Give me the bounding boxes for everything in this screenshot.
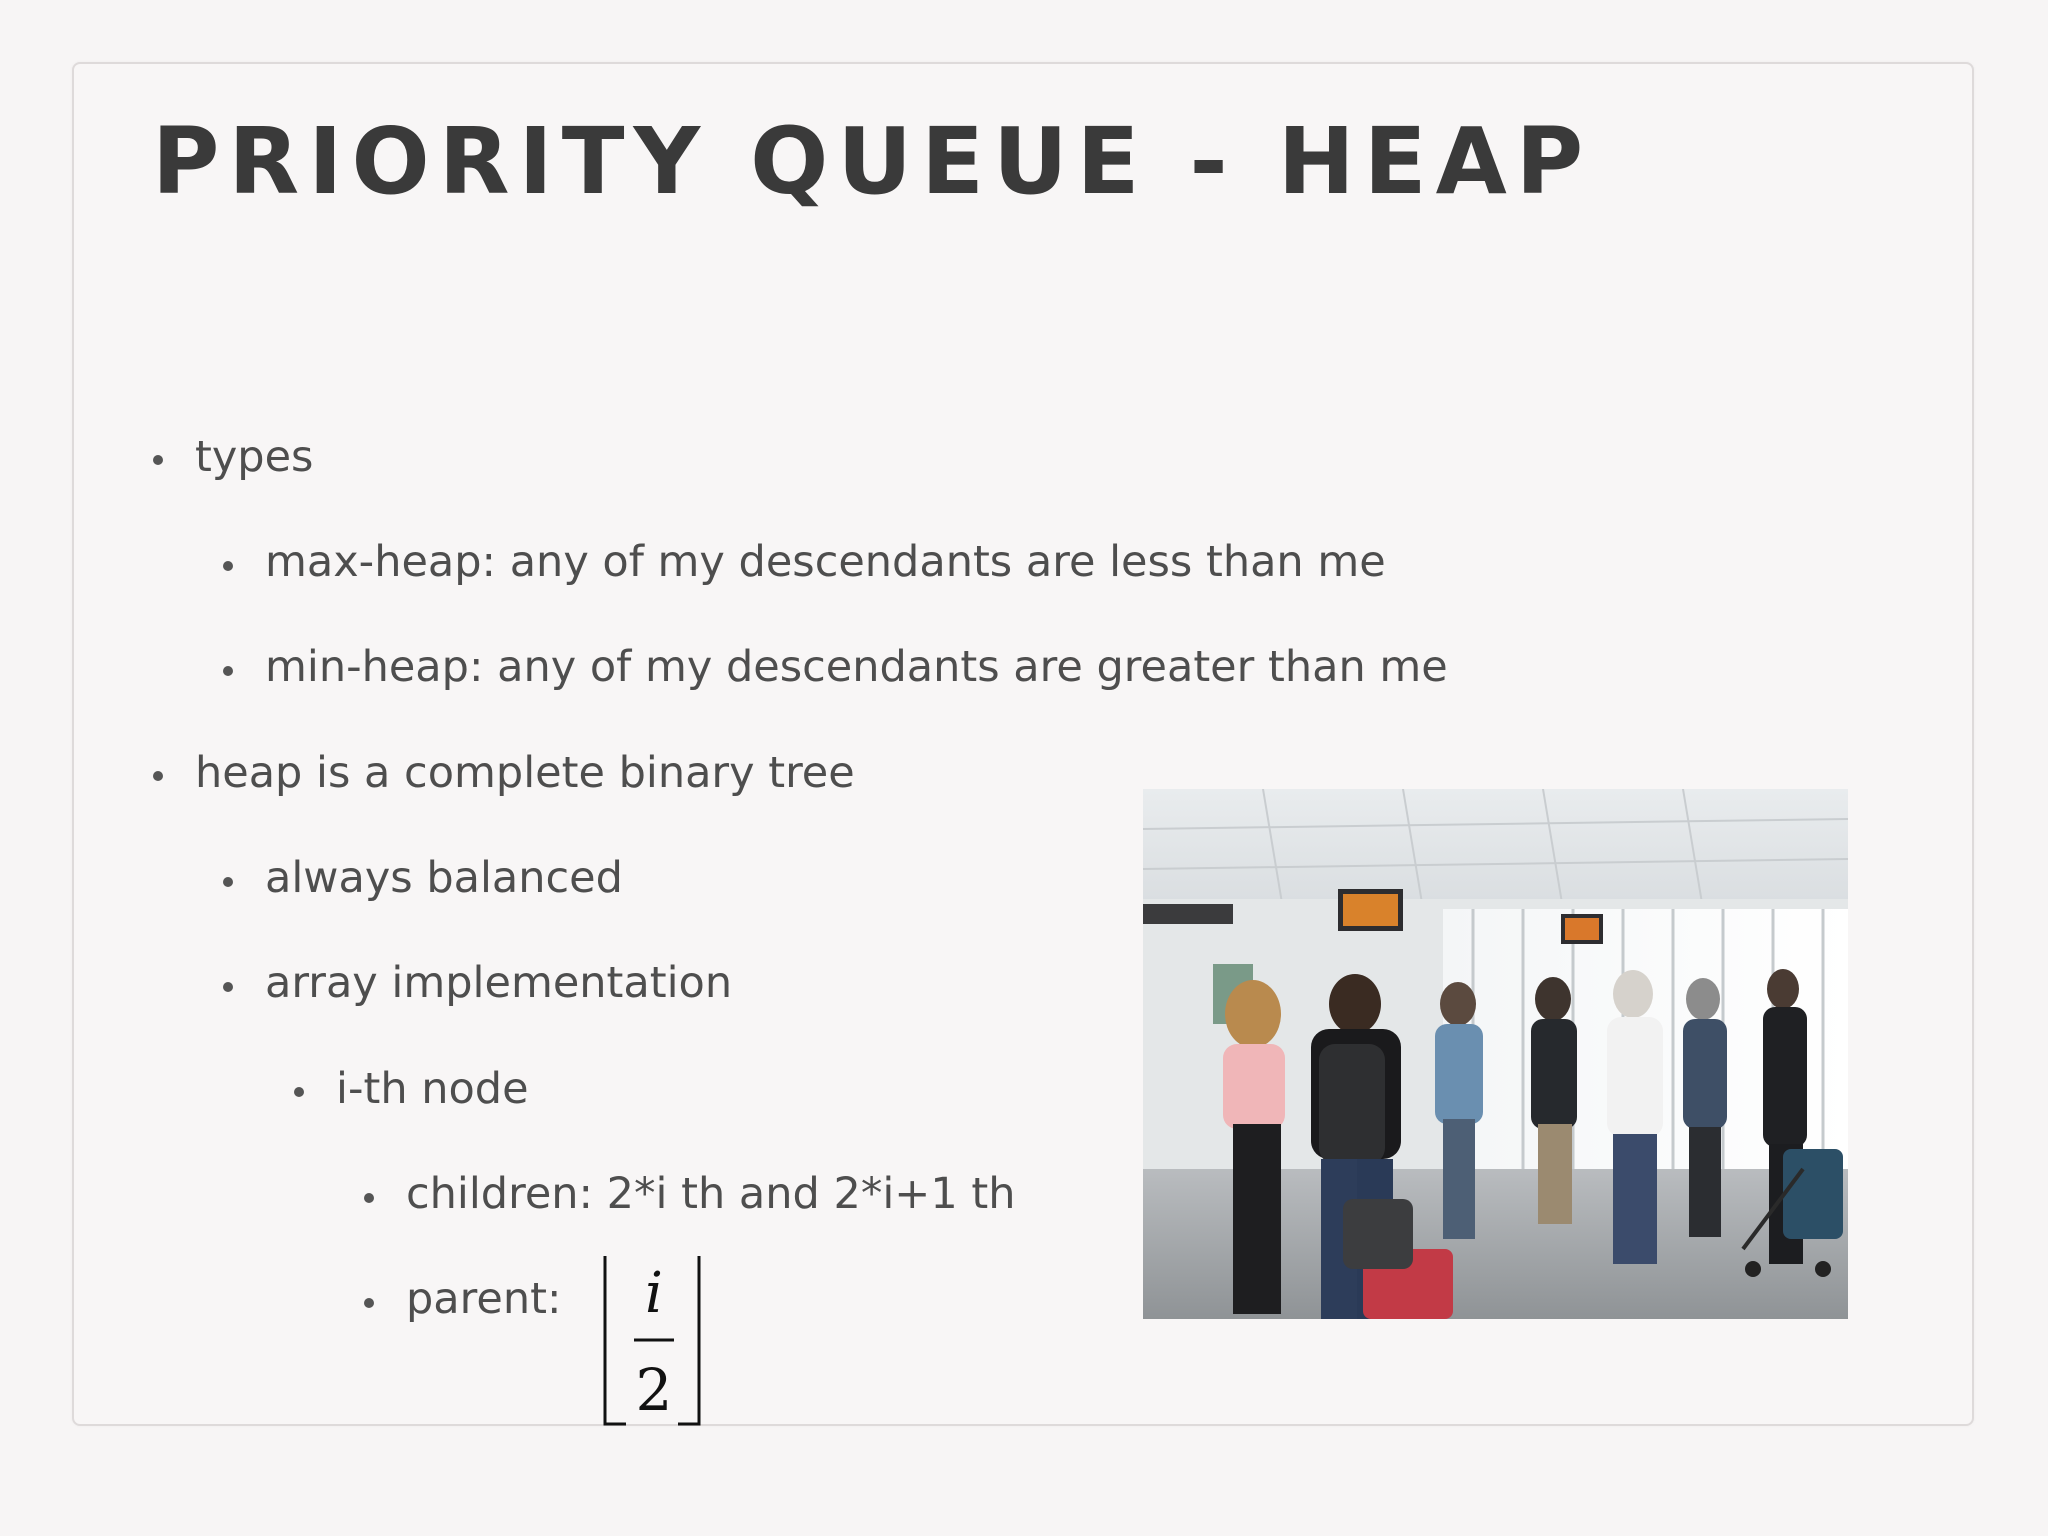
bullet-dot	[153, 455, 163, 465]
bullet-types: types	[195, 432, 314, 482]
bullet-array-implementation: array implementation	[265, 958, 733, 1008]
bullet-ith-node: i-th node	[336, 1064, 529, 1114]
photo-airport-queue	[1143, 789, 1848, 1319]
bullet-dot	[223, 982, 233, 992]
bullet-dot	[223, 561, 233, 571]
slide-title: PRIORITY QUEUE - HEAP	[152, 108, 1593, 215]
bullet-dot	[223, 666, 233, 676]
bullet-dot	[364, 1298, 374, 1308]
bullet-max-heap: max-heap: any of my descendants are less than me	[265, 537, 1386, 587]
fraction-numerator: i	[645, 1261, 663, 1326]
bullet-dot	[153, 771, 163, 781]
bullet-dot	[364, 1193, 374, 1203]
bullet-complete-binary-tree: heap is a complete binary tree	[195, 748, 855, 798]
floor-left-bracket	[605, 1256, 626, 1424]
fraction-denominator: 2	[635, 1356, 673, 1424]
bullet-children: children: 2*i th and 2*i+1 th	[406, 1169, 1016, 1219]
floor-right-bracket	[678, 1256, 699, 1424]
bullet-always-balanced: always balanced	[265, 853, 623, 903]
photo-airport-queue-illustration	[1143, 789, 1848, 1319]
bullet-dot	[223, 877, 233, 887]
bullet-dot	[294, 1087, 304, 1097]
bullet-parent: parent:	[406, 1274, 562, 1324]
floor-fraction-formula	[596, 1252, 708, 1428]
bullet-min-heap: min-heap: any of my descendants are greater than me	[265, 642, 1448, 692]
